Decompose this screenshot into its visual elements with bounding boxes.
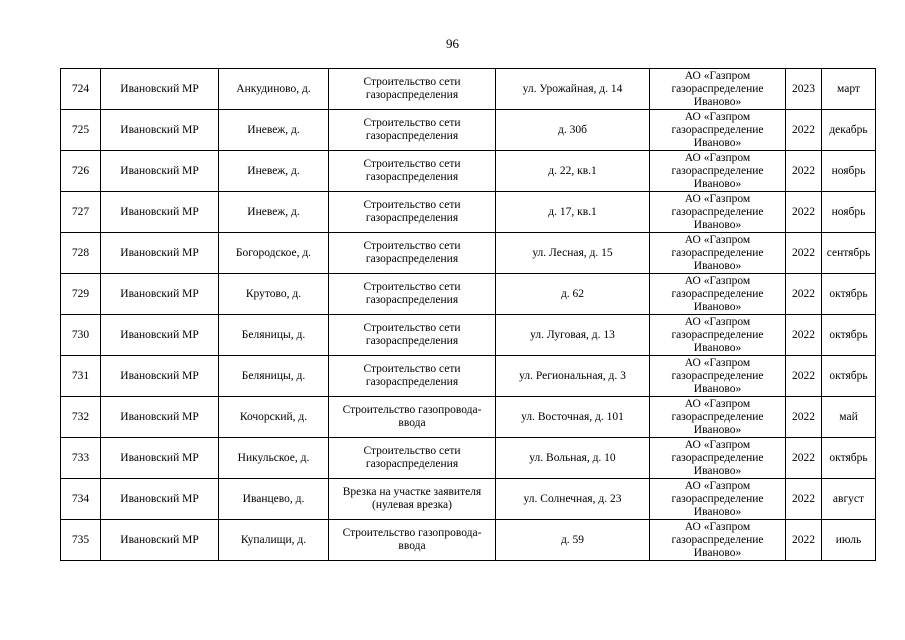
address-cell: ул. Региональная, д. 3 <box>496 356 650 397</box>
work-type-cell: Строительство сети газораспределения <box>329 69 496 110</box>
month-cell: октябрь <box>822 356 876 397</box>
row-number-cell: 730 <box>61 315 101 356</box>
address-cell: ул. Урожайная, д. 14 <box>496 69 650 110</box>
district-cell: Ивановский МР <box>101 438 219 479</box>
address-cell: ул. Восточная, д. 101 <box>496 397 650 438</box>
address-cell: ул. Вольная, д. 10 <box>496 438 650 479</box>
work-type-cell: Строительство сети газораспределения <box>329 233 496 274</box>
year-cell: 2022 <box>786 356 822 397</box>
locality-cell: Анкудиново, д. <box>219 69 329 110</box>
year-cell: 2022 <box>786 315 822 356</box>
year-cell: 2022 <box>786 110 822 151</box>
month-cell: июль <box>822 520 876 561</box>
table-row <box>61 110 876 151</box>
organization-cell: АО «Газпром газораспределение Иваново» <box>650 192 786 233</box>
locality-cell: Иневеж, д. <box>219 110 329 151</box>
row-number-cell: 734 <box>61 479 101 520</box>
district-cell: Ивановский МР <box>101 110 219 151</box>
district-cell: Ивановский МР <box>101 274 219 315</box>
table-row <box>61 356 876 397</box>
year-cell: 2022 <box>786 192 822 233</box>
year-cell: 2022 <box>786 274 822 315</box>
work-type-cell: Строительство сети газораспределения <box>329 192 496 233</box>
year-cell: 2022 <box>786 520 822 561</box>
month-cell: август <box>822 479 876 520</box>
table-body <box>61 69 876 561</box>
address-cell: д. 30б <box>496 110 650 151</box>
row-number-cell: 727 <box>61 192 101 233</box>
locality-cell: Иневеж, д. <box>219 151 329 192</box>
district-cell: Ивановский МР <box>101 233 219 274</box>
work-type-cell: Строительство сети газораспределения <box>329 110 496 151</box>
row-number-cell: 725 <box>61 110 101 151</box>
work-type-cell: Врезка на участке заявителя (нулевая врезка) <box>329 479 496 520</box>
organization-cell: АО «Газпром газораспределение Иваново» <box>650 438 786 479</box>
table-row <box>61 233 876 274</box>
locality-cell: Богородское, д. <box>219 233 329 274</box>
table-row <box>61 479 876 520</box>
month-cell: ноябрь <box>822 151 876 192</box>
month-cell: ноябрь <box>822 192 876 233</box>
organization-cell: АО «Газпром газораспределение Иваново» <box>650 69 786 110</box>
district-cell: Ивановский МР <box>101 356 219 397</box>
organization-cell: АО «Газпром газораспределение Иваново» <box>650 274 786 315</box>
organization-cell: АО «Газпром газораспределение Иваново» <box>650 315 786 356</box>
month-cell: октябрь <box>822 274 876 315</box>
work-type-cell: Строительство газопровода- ввода <box>329 397 496 438</box>
locality-cell: Иневеж, д. <box>219 192 329 233</box>
organization-cell: АО «Газпром газораспределение Иваново» <box>650 233 786 274</box>
month-cell: октябрь <box>822 438 876 479</box>
district-cell: Ивановский МР <box>101 192 219 233</box>
work-type-cell: Строительство сети газораспределения <box>329 356 496 397</box>
work-type-cell: Строительство газопровода- ввода <box>329 520 496 561</box>
work-type-cell: Строительство сети газораспределения <box>329 315 496 356</box>
year-cell: 2023 <box>786 69 822 110</box>
year-cell: 2022 <box>786 438 822 479</box>
row-number-cell: 726 <box>61 151 101 192</box>
year-cell: 2022 <box>786 397 822 438</box>
district-cell: Ивановский МР <box>101 479 219 520</box>
month-cell: октябрь <box>822 315 876 356</box>
row-number-cell: 732 <box>61 397 101 438</box>
registry-table <box>60 68 876 561</box>
work-type-cell: Строительство сети газораспределения <box>329 274 496 315</box>
table-row <box>61 397 876 438</box>
year-cell: 2022 <box>786 479 822 520</box>
address-cell: ул. Лесная, д. 15 <box>496 233 650 274</box>
locality-cell: Беляницы, д. <box>219 356 329 397</box>
month-cell: май <box>822 397 876 438</box>
table-row <box>61 192 876 233</box>
row-number-cell: 728 <box>61 233 101 274</box>
locality-cell: Купалищи, д. <box>219 520 329 561</box>
row-number-cell: 724 <box>61 69 101 110</box>
table-row <box>61 315 876 356</box>
month-cell: декабрь <box>822 110 876 151</box>
district-cell: Ивановский МР <box>101 315 219 356</box>
organization-cell: АО «Газпром газораспределение Иваново» <box>650 479 786 520</box>
district-cell: Ивановский МР <box>101 151 219 192</box>
work-type-cell: Строительство сети газораспределения <box>329 438 496 479</box>
organization-cell: АО «Газпром газораспределение Иваново» <box>650 520 786 561</box>
month-cell: сентябрь <box>822 233 876 274</box>
year-cell: 2022 <box>786 233 822 274</box>
address-cell: ул. Луговая, д. 13 <box>496 315 650 356</box>
locality-cell: Никульское, д. <box>219 438 329 479</box>
address-cell: д. 59 <box>496 520 650 561</box>
locality-cell: Кочорский, д. <box>219 397 329 438</box>
row-number-cell: 729 <box>61 274 101 315</box>
row-number-cell: 731 <box>61 356 101 397</box>
table-row <box>61 520 876 561</box>
year-cell: 2022 <box>786 151 822 192</box>
row-number-cell: 735 <box>61 520 101 561</box>
organization-cell: АО «Газпром газораспределение Иваново» <box>650 151 786 192</box>
address-cell: д. 17, кв.1 <box>496 192 650 233</box>
organization-cell: АО «Газпром газораспределение Иваново» <box>650 110 786 151</box>
address-cell: ул. Солнечная, д. 23 <box>496 479 650 520</box>
district-cell: Ивановский МР <box>101 69 219 110</box>
page-number: 96 <box>446 36 459 51</box>
organization-cell: АО «Газпром газораспределение Иваново» <box>650 397 786 438</box>
organization-cell: АО «Газпром газораспределение Иваново» <box>650 356 786 397</box>
month-cell: март <box>822 69 876 110</box>
table-row <box>61 438 876 479</box>
table-row <box>61 274 876 315</box>
address-cell: д. 22, кв.1 <box>496 151 650 192</box>
table-row <box>61 151 876 192</box>
district-cell: Ивановский МР <box>101 520 219 561</box>
address-cell: д. 62 <box>496 274 650 315</box>
locality-cell: Иванцево, д. <box>219 479 329 520</box>
table-row <box>61 69 876 110</box>
work-type-cell: Строительство сети газораспределения <box>329 151 496 192</box>
locality-cell: Крутово, д. <box>219 274 329 315</box>
row-number-cell: 733 <box>61 438 101 479</box>
locality-cell: Беляницы, д. <box>219 315 329 356</box>
district-cell: Ивановский МР <box>101 397 219 438</box>
